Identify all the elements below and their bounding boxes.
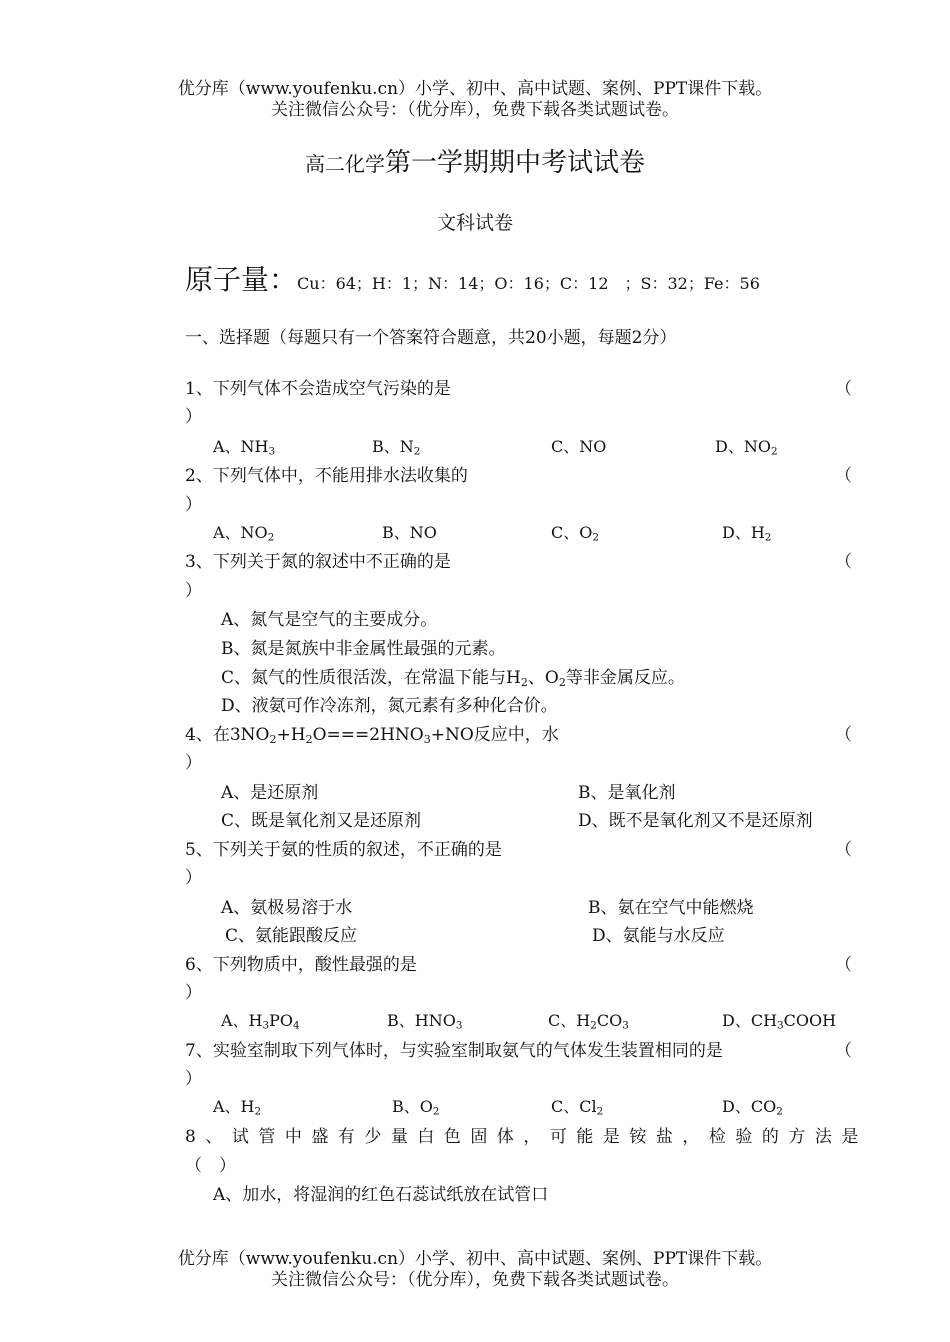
answer-paren-close: ）: [185, 407, 202, 427]
q6-option-c: C、$H_2CO_3$: [548, 1011, 629, 1032]
q1-option-b: B、$N_2$: [372, 437, 421, 458]
q3-option-a: A、氮气是空气的主要成分。: [221, 610, 438, 630]
q2-option-d: D、$H_2$: [722, 523, 772, 544]
header-line-2: 关注微信公众号：（优分库），免费下载各类试题试卷。: [271, 100, 679, 120]
question-1-stem: 1、下列气体不会造成空气污染的是: [185, 379, 451, 399]
answer-paren-open: （: [835, 955, 852, 975]
q4-option-a: A、是还原剂: [221, 783, 319, 803]
footer-line-2: 关注微信公众号：（优分库），免费下载各类试题试卷。: [271, 1270, 679, 1290]
section-heading: 一、选择题（每题只有一个答案符合题意，共20小题，每题2分）: [185, 328, 677, 348]
q8-option-a: A、加水，将湿润的红色石蕊试纸放在试管口: [213, 1185, 549, 1205]
question-8-blank: （ ）: [185, 1156, 236, 1176]
page-title: [0, 146, 950, 183]
q6-option-a: A、$H_3PO_4$: [221, 1011, 300, 1032]
answer-paren-open: （: [835, 840, 852, 860]
q1-option-d: D、$NO_2$: [715, 437, 778, 458]
q5-option-c: C、氨能跟酸反应: [225, 926, 358, 946]
atomic-mass-values: Cu：64；H：1；N：14；O：16；C：12 ；S：32；Fe：56: [297, 274, 760, 293]
q5-option-a: A、氨极易溶于水: [221, 898, 353, 918]
answer-paren-close: ）: [185, 495, 202, 515]
question-3-stem: 3、下列关于氮的叙述中不正确的是: [185, 552, 451, 572]
title-prefix: 高二化学: [304, 152, 385, 176]
q5-option-b: B、氨在空气中能燃烧: [588, 898, 754, 918]
q6-option-d: D、$CH_3COOH$: [722, 1011, 837, 1032]
title-main: 第一学期期中考试试卷: [384, 148, 645, 178]
q2-option-a: A、$NO_2$: [213, 523, 275, 544]
q2-option-b: B、NO: [382, 523, 437, 542]
atomic-mass-line: [185, 258, 760, 298]
answer-paren-close: ）: [185, 983, 202, 1003]
atomic-mass-label: 原子量：: [185, 263, 298, 296]
answer-paren-open: （: [835, 725, 852, 745]
answer-paren-close: ）: [185, 753, 202, 773]
answer-paren-close: ）: [185, 581, 202, 601]
q7-option-c: C、$Cl_2$: [551, 1097, 604, 1118]
header-line-1: 优分库（www.youfenku.cn）小学、初中、高中试题、案例、PPT课件下载。: [177, 79, 773, 99]
q4-option-d: D、既不是氧化剂又不是还原剂: [578, 811, 813, 831]
q3-option-d: D、液氨可作冷冻剂，氮元素有多种化合价。: [221, 696, 558, 716]
q7-option-d: D、$CO_2$: [722, 1097, 783, 1118]
answer-paren-open: （: [835, 552, 852, 572]
subtitle: 文科试卷: [436, 212, 513, 234]
answer-paren-open: （: [835, 1041, 852, 1061]
answer-paren-open: （: [835, 379, 852, 399]
answer-paren-close: ）: [185, 1069, 202, 1089]
answer-paren-close: ）: [185, 868, 202, 888]
question-4-stem: 4、在$3NO_2+H_2O===2HNO_3+NO$反应中，水: [185, 725, 559, 746]
footer-line-1: 优分库（www.youfenku.cn）小学、初中、高中试题、案例、PPT课件下载。: [177, 1249, 773, 1269]
q6-option-b: B、$HNO_3$: [387, 1011, 463, 1032]
answer-paren-open: （: [835, 466, 852, 486]
question-2-stem: 2、下列气体中，不能用排水法收集的: [185, 466, 468, 486]
q7-option-a: A、$H_2$: [213, 1097, 262, 1118]
q4-option-b: B、是氧化剂: [578, 783, 676, 803]
q3-option-b: B、氮是氮族中非金属性最强的元素。: [221, 639, 506, 659]
q7-option-b: B、$O_2$: [392, 1097, 440, 1118]
q1-option-c: C、NO: [551, 437, 607, 456]
question-7-stem: 7、实验室制取下列气体时，与实验室制取氨气的气体发生装置相同的是: [185, 1041, 723, 1061]
q1-option-a: A、$NH_3$: [213, 437, 276, 458]
q3-option-c: C、氮气的性质很活泼，在常温下能与$H_2$、$O_2$等非金属反应。: [221, 668, 685, 689]
question-6-stem: 6、下列物质中，酸性最强的是: [185, 955, 417, 975]
q2-option-c: C、$O_2$: [551, 523, 599, 544]
q4-option-c: C、既是氧化剂又是还原剂: [221, 811, 422, 831]
question-5-stem: 5、下列关于氨的性质的叙述，不正确的是: [185, 840, 502, 860]
q5-option-d: D、氨能与水反应: [592, 926, 725, 946]
question-8-stem: 8、试管中盛有少量白色固体，可能是铵盐，检验的方法是: [185, 1127, 868, 1147]
